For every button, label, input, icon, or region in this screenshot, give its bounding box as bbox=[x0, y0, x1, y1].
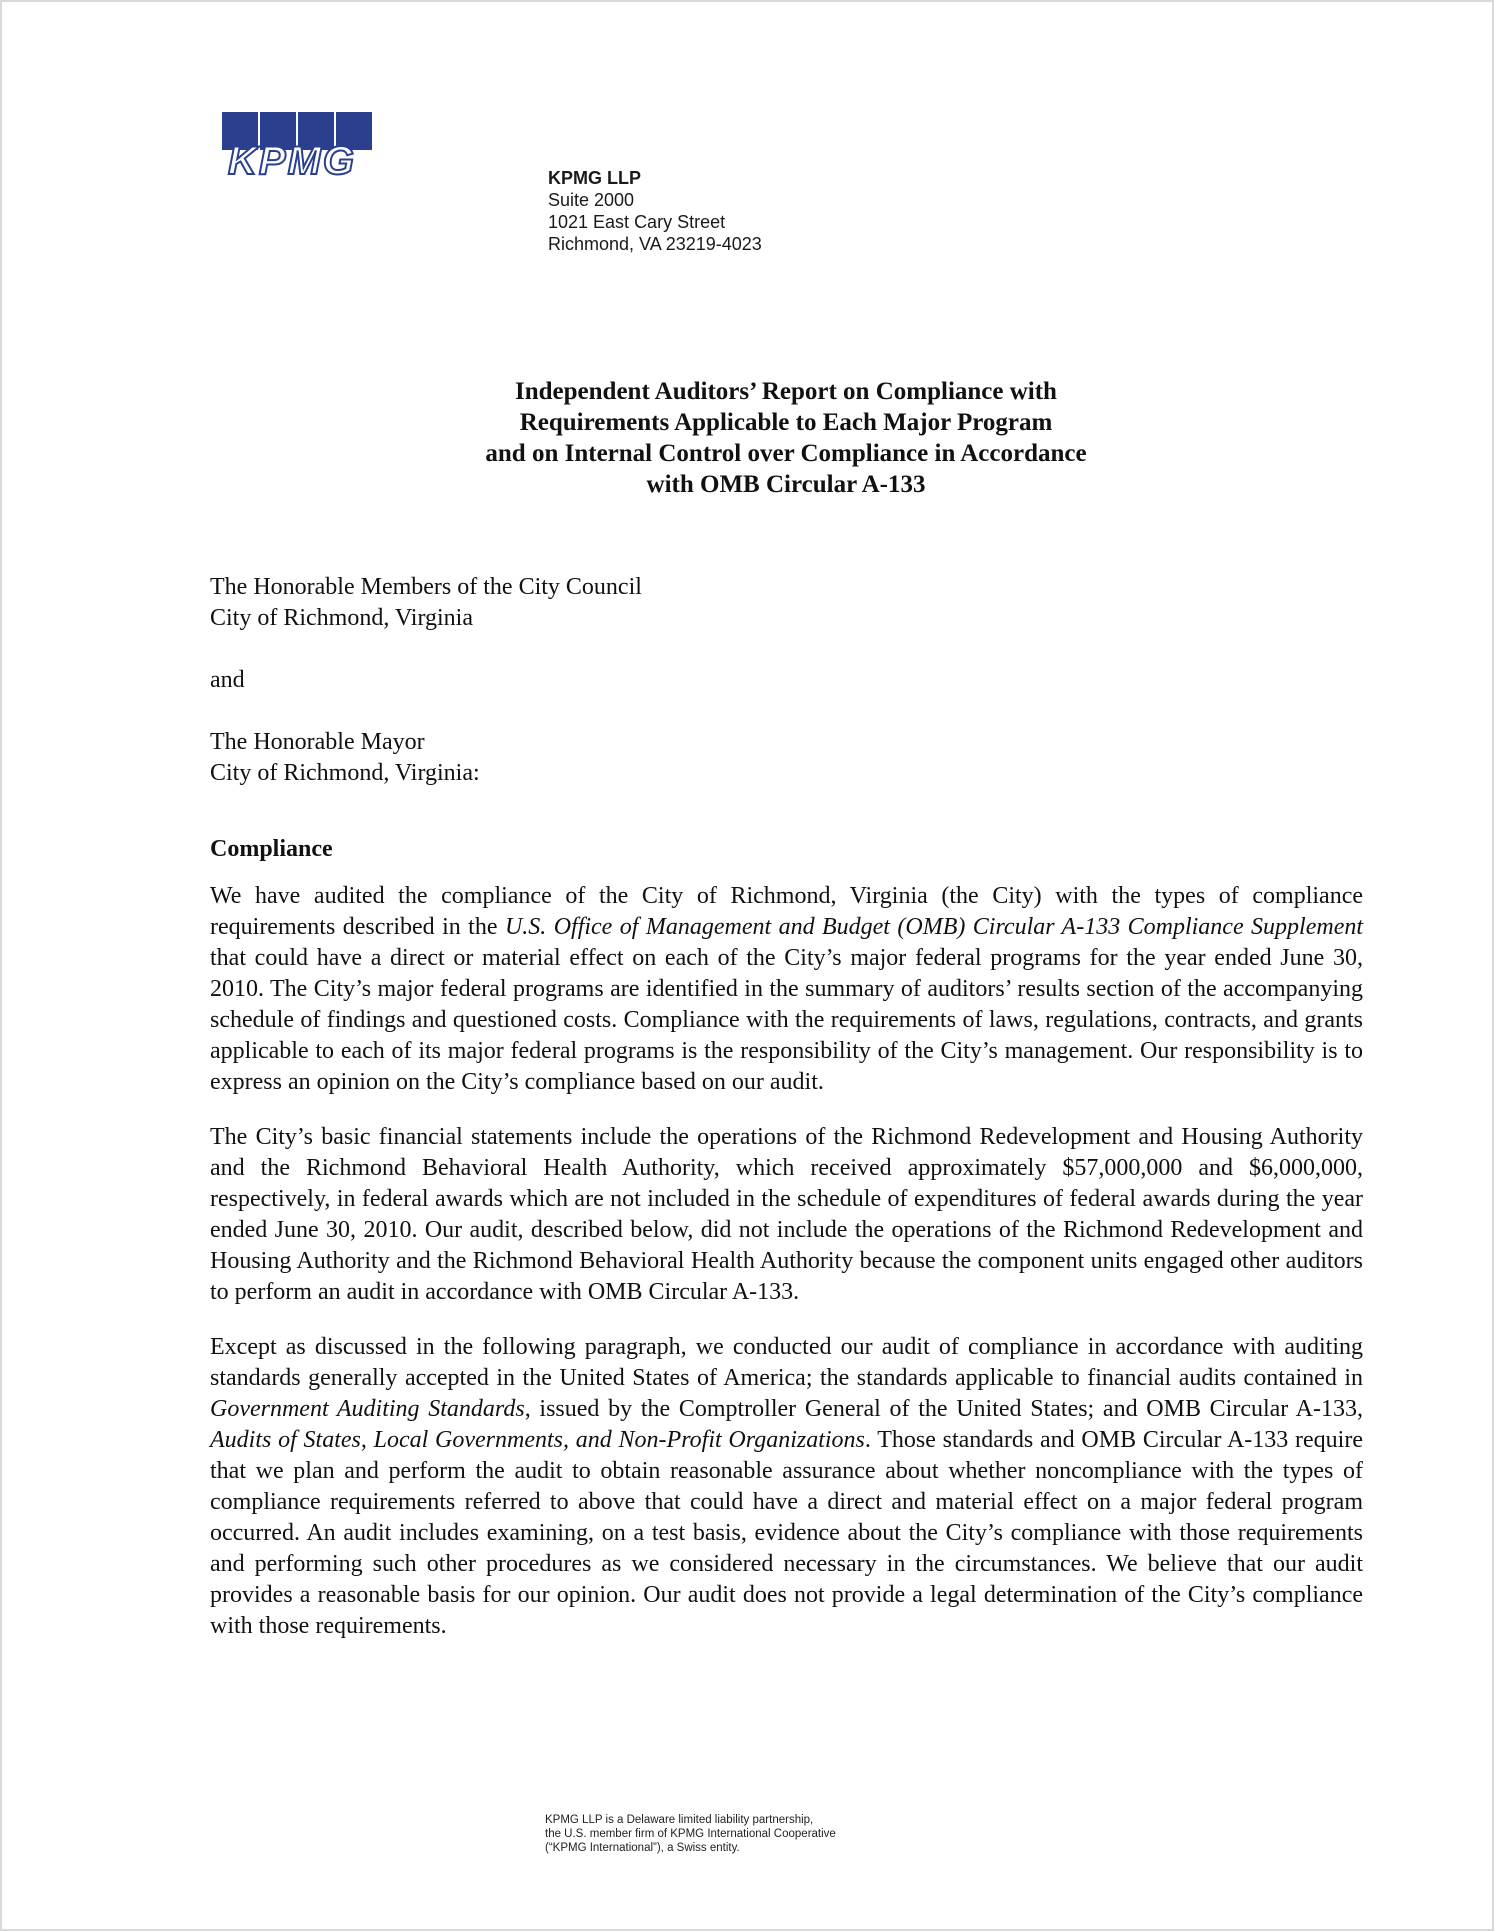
title-line-3: and on Internal Control over Compliance in Accordance bbox=[485, 440, 1087, 467]
addressee-conjunction: and bbox=[210, 667, 245, 693]
footer-line-1: KPMG LLP is a Delaware limited liability partnership, bbox=[545, 1814, 814, 1826]
addressee-block bbox=[210, 572, 1363, 789]
p3-italic-1: Government Auditing Standards bbox=[210, 1396, 525, 1422]
kpmg-logo bbox=[208, 112, 380, 178]
firm-address-block bbox=[548, 167, 762, 255]
compliance-section bbox=[210, 834, 1363, 1666]
addressee-line-1: The Honorable Members of the City Council bbox=[210, 574, 642, 600]
p1-text-b: that could have a direct or material effect on each of the City’s major federal programs for the year ended June 30, 2010. The City’s major federal programs are identified in the summary of auditors’ results section of the accompanying schedule of findings and questioned costs. Compliance with the requirements of laws, regulations, contracts, and grants applicable to each of its major federal programs is the responsibility of the City’s management. Our responsibility is to express an opinion on the City’s compliance based on our audit. bbox=[210, 945, 1363, 1095]
p1-text-a: We have audited the compliance of the City of Richmond, Virginia (the City) with the types of compliance requirements described in the bbox=[210, 883, 1363, 940]
section-heading: Compliance bbox=[210, 836, 333, 862]
firm-suite: Suite 2000 bbox=[548, 190, 635, 210]
paragraph-3 bbox=[210, 1332, 1363, 1642]
paragraph-1 bbox=[210, 881, 1363, 1098]
logo-wordmark: KPMG bbox=[228, 139, 356, 178]
addressee-line-4: City of Richmond, Virginia: bbox=[210, 760, 480, 786]
p3-text-c: . Those standards and OMB Circular A-133 require that we plan and perform the audit to obtain reasonable assurance about whether noncompliance with the types of compliance requirements referred to above that could have a direct and material effect on a major federal program occurred. An audit includes examining, on a test basis, evidence about the City’s compliance with those requirements and performing such other procedures as we considered necessary in the circumstances. We believe that our audit provides a reasonable basis for our opinion. Our audit does not provide a legal determination of the City’s compliance with those requirements. bbox=[210, 1427, 1363, 1639]
footer-note bbox=[545, 1813, 910, 1855]
p3-italic-2: Audits of States, Local Governments, and Non-Profit Organizations bbox=[210, 1427, 865, 1453]
addressee-line-3: The Honorable Mayor bbox=[210, 729, 425, 755]
p3-text-b: , issued by the Comptroller General of the United States; and OMB Circular A-133, bbox=[524, 1396, 1363, 1422]
p1-italic: U.S. Office of Management and Budget (OMB) Circular A-133 Compliance Supplement bbox=[504, 914, 1364, 940]
title-line-1: Independent Auditors’ Report on Compliance with bbox=[515, 378, 1057, 405]
report-title bbox=[302, 376, 1270, 500]
title-line-2: Requirements Applicable to Each Major Program bbox=[519, 409, 1053, 436]
footer-line-3: (“KPMG International”), a Swiss entity. bbox=[545, 1842, 740, 1854]
title-line-4: with OMB Circular A-133 bbox=[646, 471, 926, 498]
addressee-line-2: City of Richmond, Virginia bbox=[210, 605, 474, 631]
firm-street: 1021 East Cary Street bbox=[548, 212, 726, 232]
footer-line-2: the U.S. member firm of KPMG International Cooperative bbox=[545, 1828, 836, 1840]
firm-city: Richmond, VA 23219-4023 bbox=[548, 234, 762, 254]
p3-text-a: Except as discussed in the following paragraph, we conducted our audit of compliance in accordance with auditing standards generally accepted in the United States of America; the standards applicable to financial audits contained in bbox=[210, 1334, 1363, 1391]
paragraph-2: The City’s basic financial statements include the operations of the Richmond Redevelopment and Housing Authority and the Richmond Behavioral Health Authority, which received approximately $57,000,000 and $6,000,000, respectively, in federal awards which are not included in the schedule of expenditures of federal awards during the year ended June 30, 2010. Our audit, described below, did not include the operations of the Richmond Redevelopment and Housing Authority and the Richmond Behavioral Health Authority because the component units engaged other auditors to perform an audit in accordance with OMB Circular A-133. bbox=[210, 1124, 1363, 1305]
firm-name: KPMG LLP bbox=[548, 168, 641, 188]
